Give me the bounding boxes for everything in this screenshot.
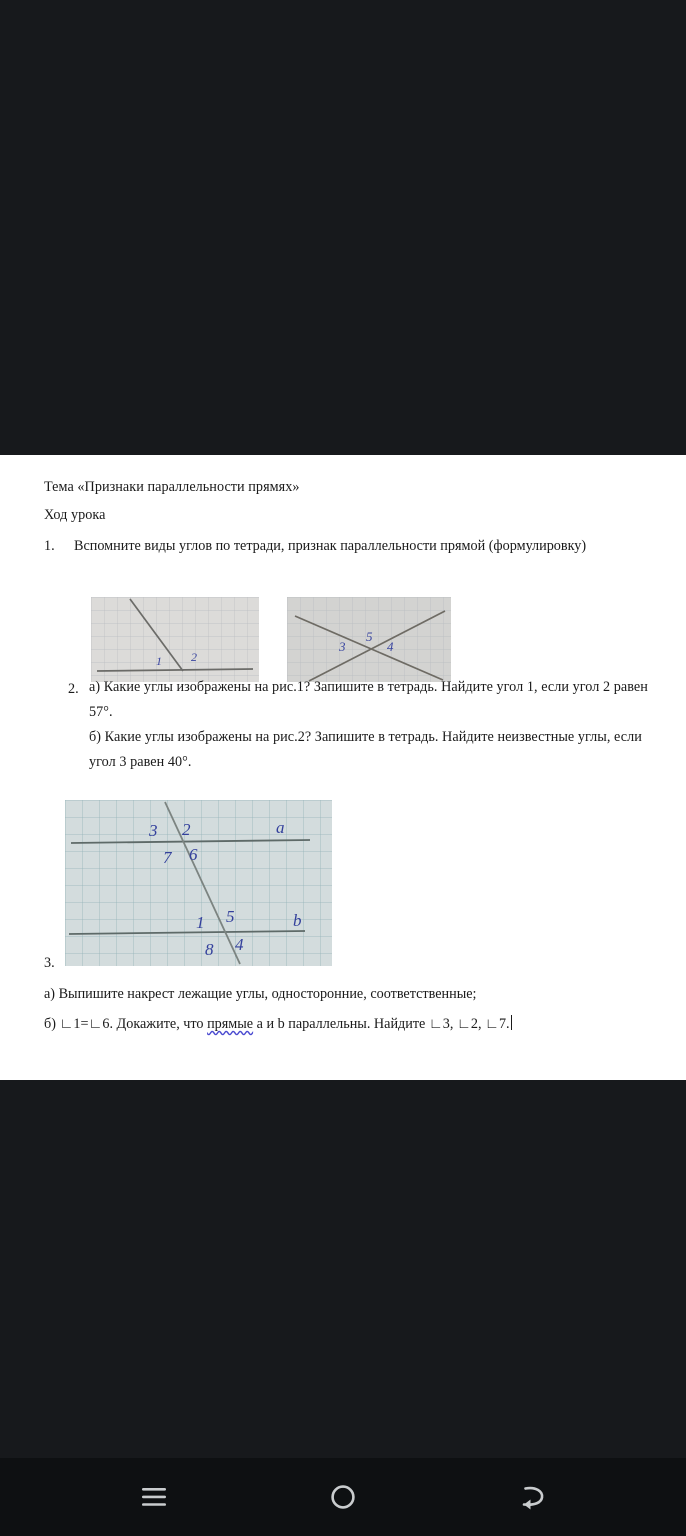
document-page bbox=[0, 455, 686, 1080]
recents-button[interactable] bbox=[127, 1470, 181, 1524]
list-item-1-number: 1. bbox=[44, 538, 55, 554]
list-item-2-number: 2. bbox=[68, 681, 79, 697]
svg-text:1: 1 bbox=[156, 654, 162, 668]
svg-text:a: a bbox=[276, 818, 285, 837]
svg-text:1: 1 bbox=[196, 913, 205, 932]
list-item-3-line-b bbox=[44, 1012, 512, 1037]
figure-3-parallel-lines bbox=[65, 800, 332, 966]
list-item-2-body bbox=[89, 675, 669, 775]
figure-2-crossing-lines bbox=[287, 597, 451, 682]
svg-text:7: 7 bbox=[163, 848, 172, 867]
page-title: Тема «Признаки параллельности прямях» bbox=[44, 479, 300, 495]
figure-1-ray-angle bbox=[91, 597, 259, 682]
android-navigation-bar bbox=[0, 1458, 686, 1536]
lesson-progress-heading: Ход урока bbox=[44, 507, 106, 523]
recents-icon bbox=[141, 1486, 167, 1508]
svg-text:5: 5 bbox=[366, 629, 373, 644]
svg-text:b: b bbox=[293, 911, 302, 930]
svg-text:2: 2 bbox=[191, 650, 197, 664]
list-item-3-line-b-after: а и b параллельны. Найдите ∟3, ∟2, ∟7. bbox=[253, 1016, 510, 1032]
home-button[interactable] bbox=[316, 1470, 370, 1524]
svg-text:4: 4 bbox=[387, 639, 394, 654]
home-icon bbox=[330, 1484, 356, 1510]
list-item-3-line-a: а) Выпишите накрест лежащие углы, односторонние, соответственные; bbox=[44, 986, 477, 1002]
svg-text:8: 8 bbox=[205, 940, 214, 959]
svg-text:5: 5 bbox=[226, 907, 235, 926]
text-caret bbox=[511, 1015, 512, 1030]
list-item-2-line-b: б) Какие углы изображены на рис.2? Запишите в тетрадь. Найдите неизвестные углы, если угол 3 равен 40°. bbox=[89, 729, 642, 770]
svg-text:4: 4 bbox=[235, 935, 244, 954]
list-item-3-number: 3. bbox=[44, 955, 55, 971]
figure-row bbox=[91, 597, 451, 682]
list-item-1-text: Вспомните виды углов по тетради, признак параллельности прямой (формулировку) bbox=[74, 538, 587, 554]
svg-text:6: 6 bbox=[189, 845, 198, 864]
list-item-3-line-b-before: б) ∟1=∟6. Докажите, что bbox=[44, 1016, 208, 1032]
svg-text:2: 2 bbox=[182, 820, 191, 839]
back-button[interactable] bbox=[505, 1470, 559, 1524]
svg-text:3: 3 bbox=[339, 639, 346, 654]
list-item-2-line-a: а) Какие углы изображены на рис.1? Запишите в тетрадь. Найдите угол 1, если угол 2 равен 57°. bbox=[89, 679, 648, 720]
back-icon bbox=[518, 1484, 546, 1510]
svg-text:3: 3 bbox=[149, 821, 158, 840]
list-item-1 bbox=[44, 534, 666, 559]
misspelled-word: прямые bbox=[207, 1016, 254, 1032]
